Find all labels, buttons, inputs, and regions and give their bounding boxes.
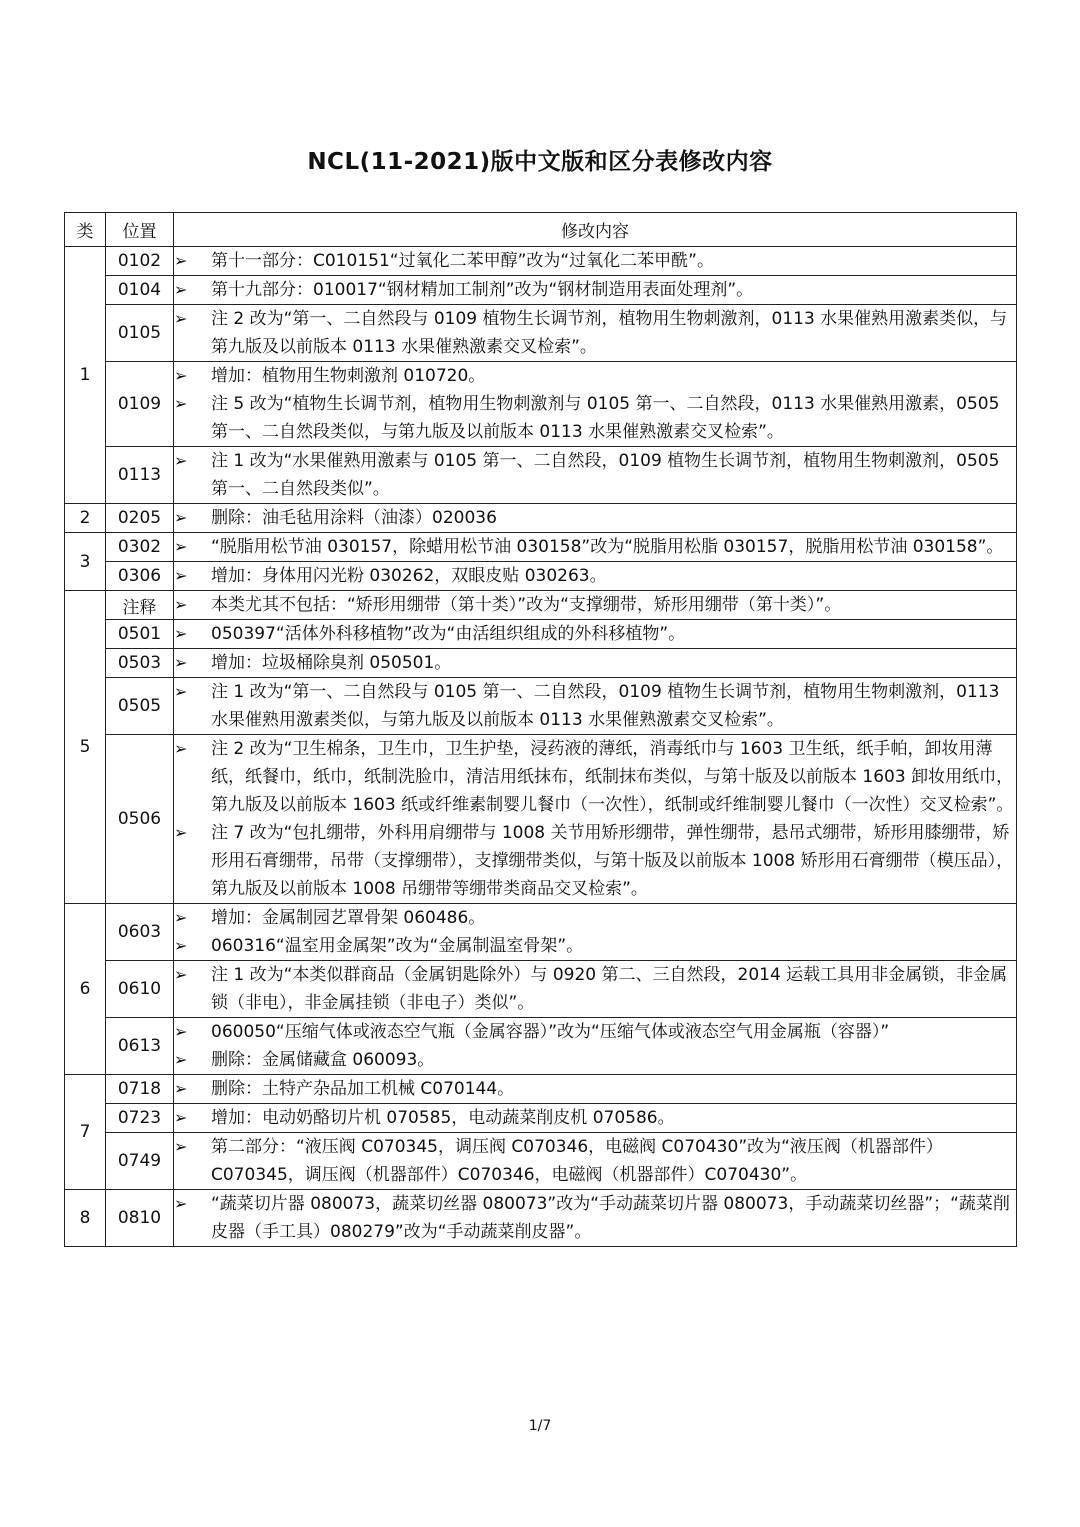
revision-item-text: 注 2 改为“卫生棉条，卫生巾，卫生护垫，浸药液的薄纸，消毒纸巾与 1603 卫生纸，纸手帕，卸妆用薄纸，纸餐巾，纸巾，纸制洗脸巾，清洁用纸抹布，纸制抹布类似，与第十版及以前版本 1603 卸妆用纸巾，第九版及以前版本 1603 纸或纤维素制婴儿餐巾（一次性），纸制或纤维制婴儿餐巾（一次性）交叉检索”。 [211, 739, 1014, 815]
position-code: 0503 [106, 649, 174, 678]
revision-item [174, 390, 1016, 446]
header-position: 位置 [106, 213, 174, 247]
arrow-bullet-icon: ➢ [174, 1108, 188, 1127]
revision-content [174, 447, 1017, 504]
position-code: 0613 [106, 1018, 174, 1075]
revision-content [174, 904, 1017, 961]
revision-item [174, 533, 1016, 561]
revision-item [174, 932, 1016, 960]
table-row [65, 276, 1017, 305]
revision-item-text: 第二部分：“液压阀 C070345，调压阀 C070346，电磁阀 C070430”改为“液压阀（机器部件）C070345，调压阀（机器部件）C070346，电磁阀（机器部件）C070430”。 [211, 1137, 943, 1185]
table-row [65, 504, 1017, 533]
revision-item-text: 增加：植物用生物刺激剂 010720。 [211, 366, 486, 386]
table-row [65, 1018, 1017, 1075]
revision-content [174, 735, 1017, 904]
revision-item [174, 562, 1016, 590]
revision-item [174, 591, 1016, 619]
revision-content [174, 1190, 1017, 1247]
revision-content [174, 276, 1017, 305]
table-row [65, 247, 1017, 276]
revision-item-text: 注 1 改为“本类似群商品（金属钥匙除外）与 0920 第二、三自然段，2014 运载工具用非金属锁，非金属锁（非电），非金属挂锁（非电子）类似”。 [211, 965, 1008, 1013]
revision-item-text: 增加：垃圾桶除臭剂 050501。 [211, 653, 452, 673]
revision-item [174, 305, 1016, 361]
arrow-bullet-icon: ➢ [174, 595, 188, 614]
revision-item [174, 247, 1016, 275]
arrow-bullet-icon: ➢ [174, 251, 188, 270]
arrow-bullet-icon: ➢ [174, 682, 188, 701]
revision-item-text: 注 7 改为“包扎绷带，外科用肩绷带与 1008 关节用矫形绷带，弹性绷带，悬吊式绷带，矫形用膝绷带，矫形用石膏绷带，吊带（支撑绷带），支撑绷带类似，与第十版及以前版本 1008 矫形用石膏绷带（模压品），第九版及以前版本 1008 吊绷带等绷带类商品交叉检索”。 [211, 823, 1014, 899]
revision-item-text: 注 1 改为“第一、二自然段与 0105 第一、二自然段，0109 植物生长调节剂，植物用生物刺激剂，0113 水果催熟用激素类似，与第九版及以前版本 0113 水果催熟激素交叉检索”。 [211, 682, 1000, 730]
revision-item [174, 961, 1016, 1017]
revision-item-text: 050397“活体外科移植物”改为“由活组织组成的外科移植物”。 [211, 624, 686, 644]
class-number: 7 [65, 1075, 106, 1190]
revision-item-text: 第十九部分：010017“钢材精加工制剂”改为“钢材制造用表面处理剂”。 [211, 280, 754, 300]
revision-content [174, 678, 1017, 735]
revision-item [174, 447, 1016, 503]
table-row [65, 1133, 1017, 1190]
revision-content [174, 1018, 1017, 1075]
revision-item-text: 增加：金属制园艺罩骨架 060486。 [211, 908, 486, 928]
revision-content [174, 961, 1017, 1018]
table-row [65, 562, 1017, 591]
table-row [65, 735, 1017, 904]
revision-item-text: 删除：土特产杂品加工机械 C070144。 [211, 1079, 515, 1099]
revision-item-text: 注 1 改为“水果催熟用激素与 0105 第一、二自然段，0109 植物生长调节剂，植物用生物刺激剂，0505 第一、二自然段类似”。 [211, 451, 1000, 499]
revision-item [174, 1133, 1016, 1189]
position-code: 0105 [106, 305, 174, 362]
table-row [65, 1190, 1017, 1247]
header-content: 修改内容 [174, 213, 1017, 247]
revision-content [174, 533, 1017, 562]
arrow-bullet-icon: ➢ [174, 965, 188, 984]
position-code: 0603 [106, 904, 174, 961]
position-code: 0505 [106, 678, 174, 735]
position-code: 0306 [106, 562, 174, 591]
revision-content [174, 362, 1017, 447]
revision-item [174, 678, 1016, 734]
revision-table [64, 212, 1017, 1247]
position-code: 注释 [106, 591, 174, 620]
table-row [65, 961, 1017, 1018]
position-code: 0723 [106, 1104, 174, 1133]
revision-content [174, 247, 1017, 276]
table-row [65, 649, 1017, 678]
revision-item [174, 649, 1016, 677]
revision-content [174, 1133, 1017, 1190]
revision-item-text: 增加：电动奶酪切片机 070585，电动蔬菜削皮机 070586。 [211, 1108, 675, 1128]
revision-item [174, 904, 1016, 932]
class-number: 2 [65, 504, 106, 533]
revision-item-text: 注 5 改为“植物生长调节剂，植物用生物刺激剂与 0105 第一、二自然段，0113 水果催熟用激素，0505 第一、二自然段类似，与第九版及以前版本 0113 水果催熟激素交叉检索”。 [211, 394, 1000, 442]
position-code: 0109 [106, 362, 174, 447]
page-number: 1/7 [528, 1418, 552, 1434]
arrow-bullet-icon: ➢ [174, 739, 188, 758]
class-number: 1 [65, 247, 106, 504]
revision-item-text: 注 2 改为“第一、二自然段与 0109 植物生长调节剂，植物用生物刺激剂，0113 水果催熟用激素类似，与第九版及以前版本 0113 水果催熟激素交叉检索”。 [211, 309, 1008, 357]
table-header-row [65, 213, 1017, 247]
arrow-bullet-icon: ➢ [174, 566, 188, 585]
table-row [65, 447, 1017, 504]
revision-item-text: 删除：油毛毡用涂料（油漆）020036 [211, 508, 497, 528]
revision-item-text: 060316“温室用金属架”改为“金属制温室骨架”。 [211, 936, 584, 956]
arrow-bullet-icon: ➢ [174, 1079, 188, 1098]
revision-item [174, 276, 1016, 304]
revision-item [174, 1075, 1016, 1103]
revision-content [174, 1104, 1017, 1133]
page-title: NCL(11-2021)版中文版和区分表修改内容 [307, 149, 773, 175]
revision-content [174, 305, 1017, 362]
revision-content [174, 620, 1017, 649]
revision-content [174, 649, 1017, 678]
position-code: 0302 [106, 533, 174, 562]
arrow-bullet-icon: ➢ [174, 908, 188, 927]
class-number: 8 [65, 1190, 106, 1247]
table-row [65, 904, 1017, 961]
arrow-bullet-icon: ➢ [174, 366, 188, 385]
arrow-bullet-icon: ➢ [174, 1194, 188, 1213]
table-row [65, 1104, 1017, 1133]
revision-item-text: 增加：身体用闪光粉 030262，双眼皮贴 030263。 [211, 566, 607, 586]
revision-item-text: 第十一部分：C010151“过氧化二苯甲醇”改为“过氧化二苯甲酰”。 [211, 251, 714, 271]
arrow-bullet-icon: ➢ [174, 653, 188, 672]
revision-item [174, 1046, 1016, 1074]
table-row [65, 533, 1017, 562]
arrow-bullet-icon: ➢ [174, 1050, 188, 1069]
table-row [65, 305, 1017, 362]
position-code: 0506 [106, 735, 174, 904]
class-number: 3 [65, 533, 106, 591]
revision-item-text: “脱脂用松节油 030157，除蜡用松节油 030158”改为“脱脂用松脂 030157，脱脂用松节油 030158”。 [211, 537, 1004, 557]
arrow-bullet-icon: ➢ [174, 936, 188, 955]
position-code: 0718 [106, 1075, 174, 1104]
arrow-bullet-icon: ➢ [174, 537, 188, 556]
revision-item-text: 删除：金属储藏盒 060093。 [211, 1050, 435, 1070]
table-row [65, 591, 1017, 620]
position-code: 0104 [106, 276, 174, 305]
revision-item [174, 1018, 1016, 1046]
table-row [65, 620, 1017, 649]
arrow-bullet-icon: ➢ [174, 451, 188, 470]
revision-item [174, 819, 1016, 903]
arrow-bullet-icon: ➢ [174, 508, 188, 527]
revision-content [174, 591, 1017, 620]
arrow-bullet-icon: ➢ [174, 1022, 188, 1041]
table-row [65, 1075, 1017, 1104]
arrow-bullet-icon: ➢ [174, 280, 188, 299]
position-code: 0102 [106, 247, 174, 276]
revision-item [174, 735, 1016, 819]
table-row [65, 362, 1017, 447]
revision-content [174, 1075, 1017, 1104]
revision-item [174, 1104, 1016, 1132]
header-class: 类 [65, 213, 106, 247]
arrow-bullet-icon: ➢ [174, 624, 188, 643]
revision-item [174, 620, 1016, 648]
position-code: 0749 [106, 1133, 174, 1190]
revision-item-text: “蔬菜切片器 080073，蔬菜切丝器 080073”改为“手动蔬菜切片器 080073，手动蔬菜切丝器”；“蔬菜削皮器（手工具）080279”改为“手动蔬菜削皮器”。 [211, 1194, 1010, 1242]
class-number: 5 [65, 591, 106, 904]
arrow-bullet-icon: ➢ [174, 309, 188, 328]
position-code: 0810 [106, 1190, 174, 1247]
revision-item [174, 362, 1016, 390]
position-code: 0610 [106, 961, 174, 1018]
position-code: 0113 [106, 447, 174, 504]
table-row [65, 678, 1017, 735]
revision-item [174, 504, 1016, 532]
arrow-bullet-icon: ➢ [174, 394, 188, 413]
arrow-bullet-icon: ➢ [174, 1137, 188, 1156]
position-code: 0501 [106, 620, 174, 649]
class-number: 6 [65, 904, 106, 1075]
revision-content [174, 504, 1017, 533]
revision-item-text: 本类尤其不包括：“矫形用绷带（第十类）”改为“支撑绷带，矫形用绷带（第十类）”。 [211, 595, 842, 615]
revision-item [174, 1190, 1016, 1246]
revision-content [174, 562, 1017, 591]
position-code: 0205 [106, 504, 174, 533]
arrow-bullet-icon: ➢ [174, 823, 188, 842]
revision-item-text: 060050“压缩气体或液态空气瓶（金属容器）”改为“压缩气体或液态空气用金属瓶（容器）” [211, 1022, 890, 1042]
